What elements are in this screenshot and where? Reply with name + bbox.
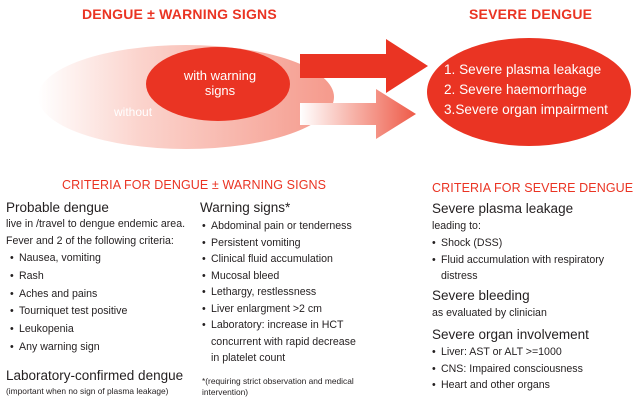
- with-warning-label: [176, 68, 264, 98]
- warning-footnote: [202, 376, 354, 398]
- list-item: • Persistent vomiting: [202, 235, 356, 252]
- lab-confirmed-heading: Laboratory-confirmed dengue: [6, 368, 184, 383]
- list-item: • Rash: [10, 268, 127, 286]
- footnote-line-1: *(requiring strict observation and medical: [202, 376, 354, 386]
- severe-organ-list: [432, 344, 583, 394]
- severe-item: 1. Severe plasma leakage: [444, 62, 602, 77]
- list-item: • Any warning sign: [10, 339, 127, 357]
- without-label: without: [114, 105, 153, 119]
- list-item: • Clinical fluid accumulation: [202, 251, 356, 268]
- list-item: • Lethargy, restlessness: [202, 284, 356, 301]
- left-header: DENGUE ± WARNING SIGNS: [82, 6, 277, 22]
- list-item-continuation: distress: [441, 270, 478, 282]
- list-item: • Fluid accumulation with respiratory: [432, 252, 604, 269]
- list-item: • Liver: AST or ALT >=1000: [432, 344, 583, 361]
- probable-criteria-list: [10, 250, 127, 357]
- severe-plasma-lead: leading to:: [432, 220, 481, 232]
- warning-signs-list: [202, 218, 356, 367]
- criteria-right-title: CRITERIA FOR SEVERE DENGUE: [432, 181, 634, 195]
- severe-plasma-heading: Severe plasma leakage: [432, 201, 574, 216]
- list-item: • Abdominal pain or tenderness: [202, 218, 356, 235]
- lab-confirmed-note: (important when no sign of plasma leakage): [6, 386, 169, 396]
- severe-bleeding-heading: Severe bleeding: [432, 288, 530, 303]
- list-item: • Shock (DSS): [432, 235, 604, 252]
- severe-plasma-list: [432, 235, 604, 285]
- list-item: • Tourniquet test positive: [10, 303, 127, 321]
- probable-line-2: Fever and 2 of the following criteria:: [6, 234, 174, 247]
- severe-dengue-list: [444, 60, 608, 120]
- list-item: • Mucosal bleed: [202, 268, 356, 285]
- footnote-line-2: intervention): [202, 387, 249, 397]
- list-item: • Laboratory: increase in HCT: [202, 317, 356, 334]
- with-warning-label-line2: signs: [204, 83, 236, 98]
- list-item-continuation: concurrent with rapid decrease: [211, 335, 356, 348]
- probable-line-1: live in /travel to dengue endemic area.: [6, 218, 186, 230]
- severe-bleeding-note: as evaluated by clinician: [432, 307, 547, 319]
- probable-dengue-text: [6, 216, 185, 249]
- severe-organ-heading: Severe organ involvement: [432, 327, 589, 342]
- right-header: SEVERE DENGUE: [469, 6, 593, 22]
- list-item: • Nausea, vomiting: [10, 250, 127, 268]
- warning-signs-heading: Warning signs*: [200, 200, 291, 215]
- list-item: • Leukopenia: [10, 321, 127, 339]
- list-item: • Aches and pains: [10, 286, 127, 304]
- list-item: • Liver enlargment >2 cm: [202, 301, 356, 318]
- severe-item: 3.Severe organ impairment: [444, 102, 608, 117]
- list-item: • Heart and other organs: [432, 377, 583, 394]
- probable-dengue-heading: Probable dengue: [6, 200, 109, 215]
- severe-item: 2. Severe haemorrhage: [444, 82, 587, 97]
- criteria-left-title: CRITERIA FOR DENGUE ± WARNING SIGNS: [62, 178, 327, 192]
- list-item-continuation: in platelet count: [211, 352, 286, 364]
- list-item: • CNS: Impaired consciousness: [432, 361, 583, 378]
- with-warning-label-line1: with warning: [183, 68, 257, 83]
